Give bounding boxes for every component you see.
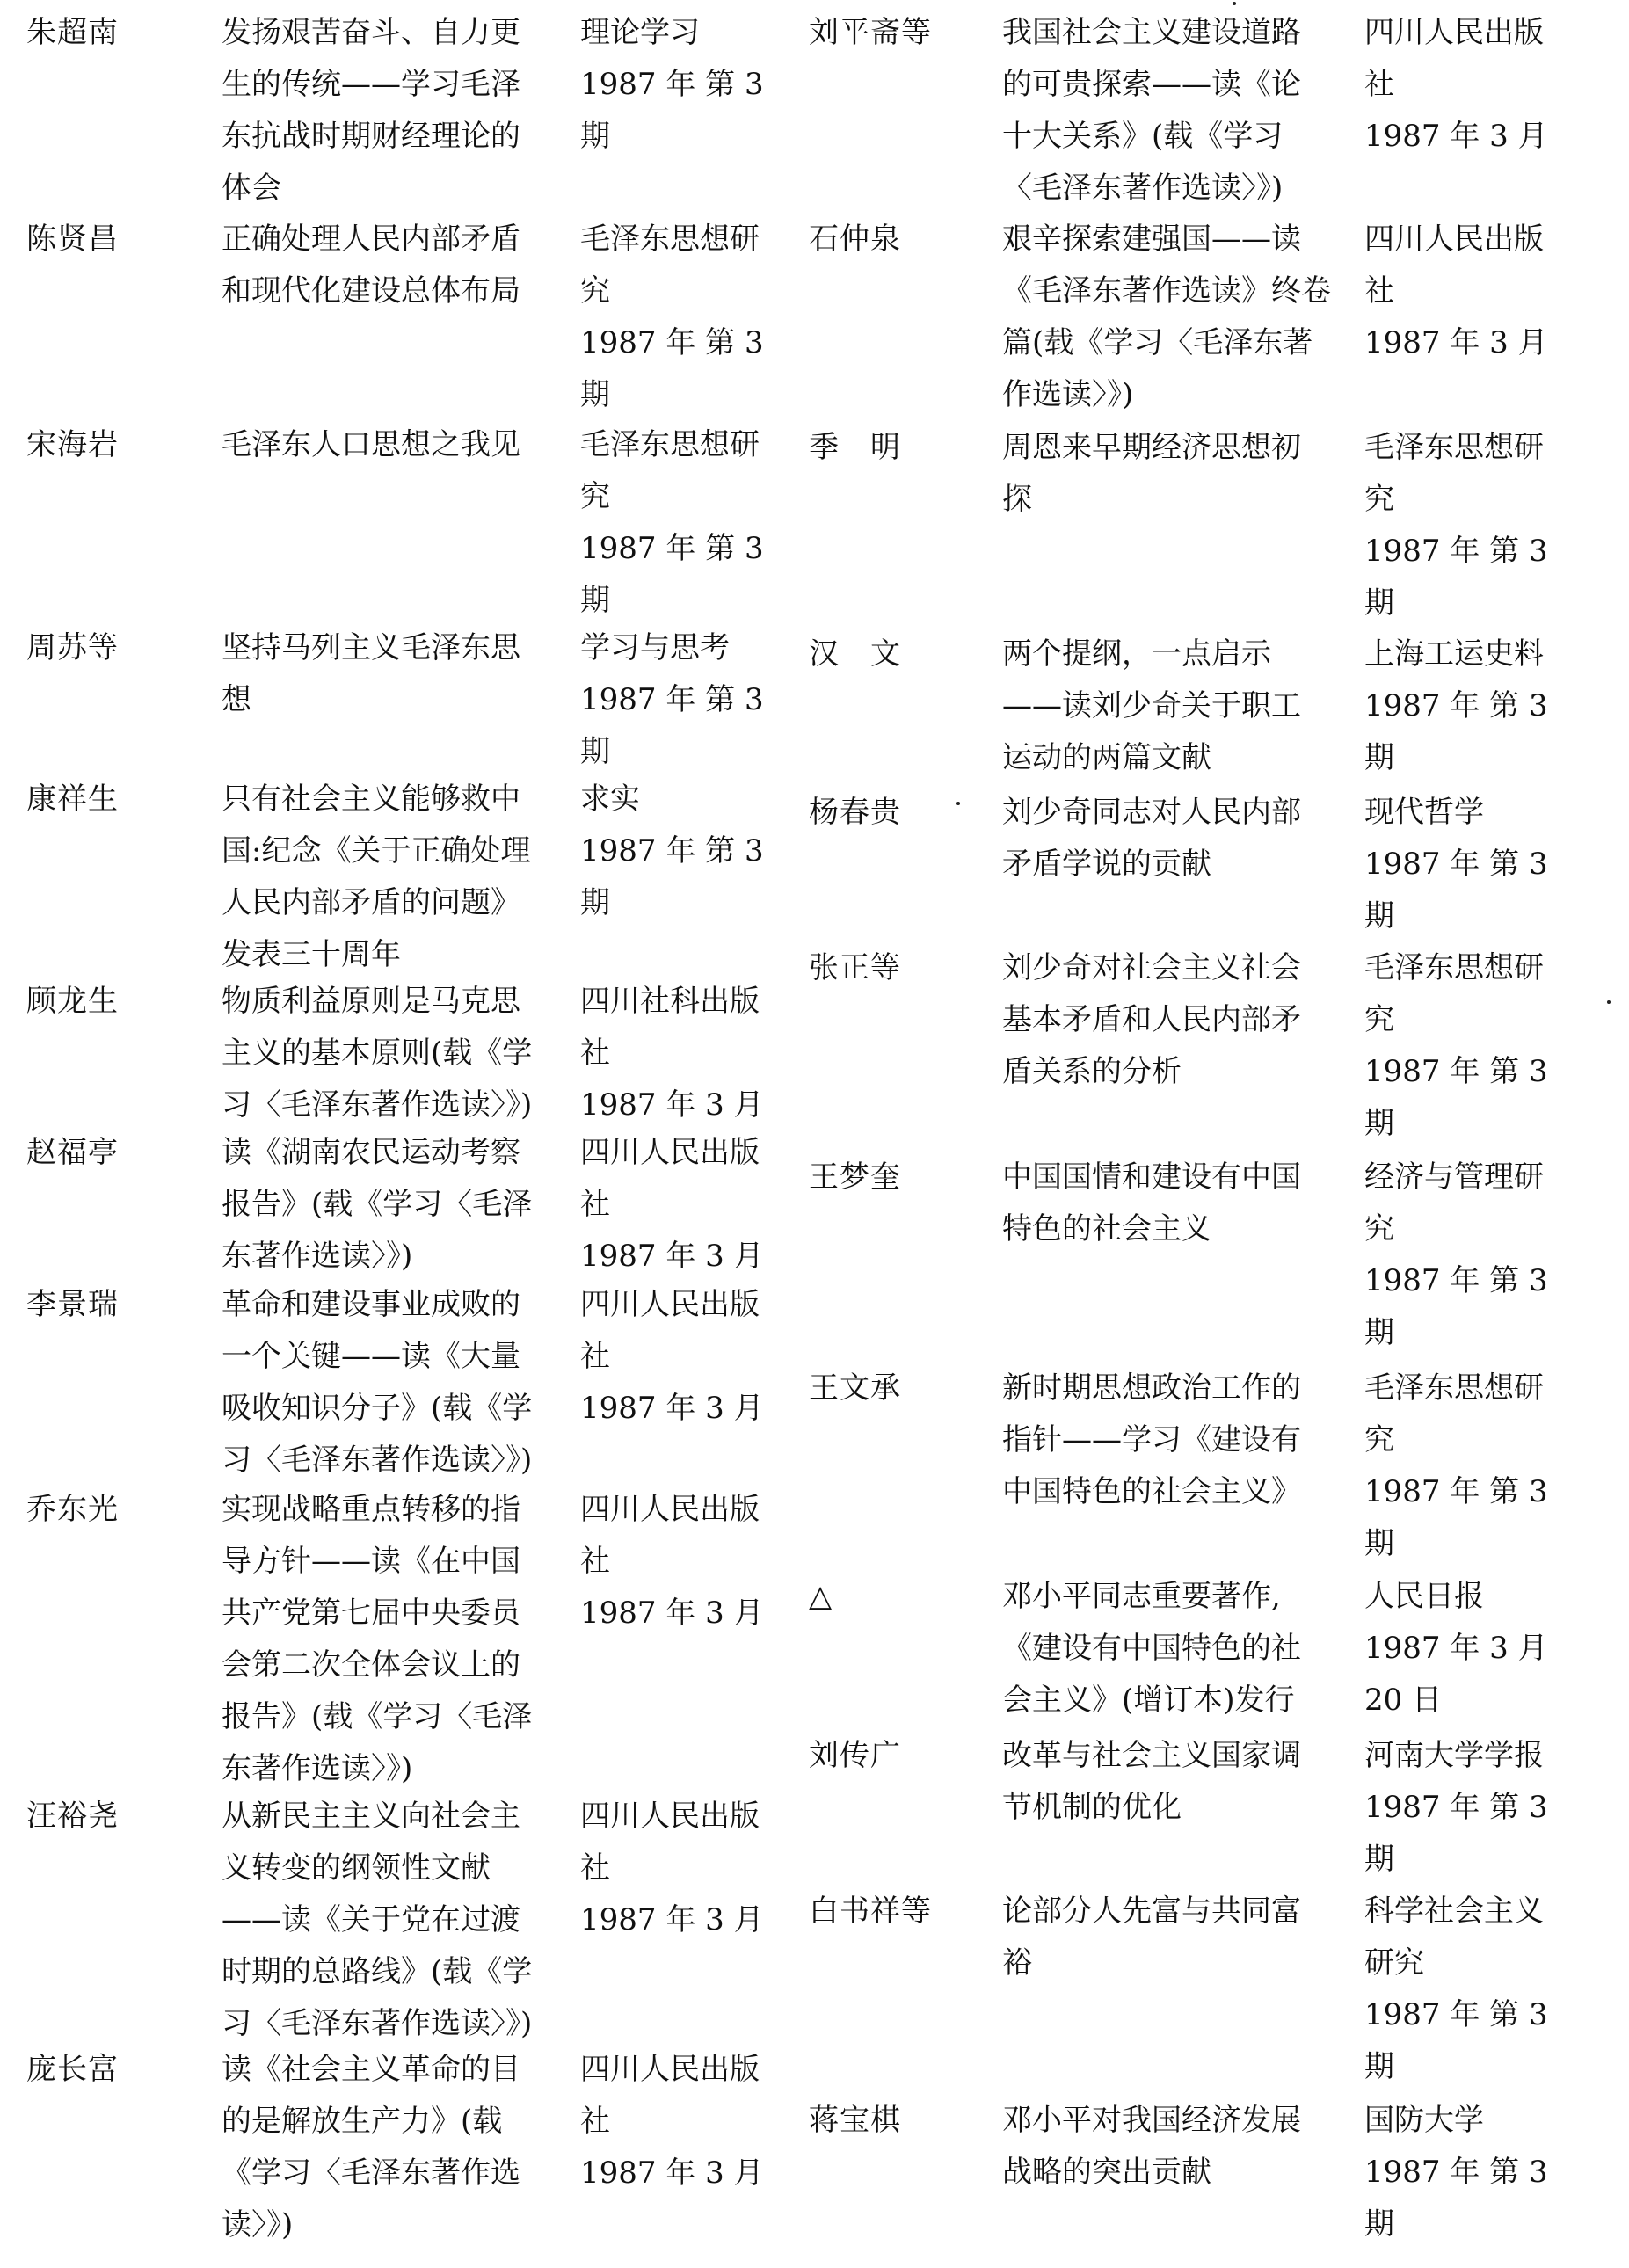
- entry-source: 国防大学 1987 年 第 3 期: [1364, 2103, 1548, 2242]
- entry-source: 毛泽东思想研 究 1987 年 第 3 期: [1364, 950, 1548, 1141]
- entry-title: 正确处理人民内部矛盾 和现代化建设总体布局: [222, 222, 520, 309]
- entry-title: 革命和建设事业成败的 一个关键——读《大量 吸收知识分子》(载《学 习〈毛泽东著作选读〉》): [222, 1287, 533, 1478]
- entry-source: 人民日报 1987 年 3 月 20 日: [1364, 1579, 1548, 1718]
- entry-title: 读《湖南农民运动考察 报告》(载《学习〈毛泽 东著作选读〉》): [222, 1135, 533, 1274]
- entry-title: 从新民主主义向社会主 义转变的纲领性文献 ——读《关于党在过渡 时期的总路线》(载《学 习〈毛泽东著作选读〉》): [222, 1799, 533, 2041]
- entry-source: 毛泽东思想研 究 1987 年 第 3 期: [580, 222, 764, 412]
- entry-author: 庞长富: [26, 2052, 119, 2087]
- entry-author: 宋海岩: [26, 427, 119, 462]
- entry-author: 刘传广: [809, 1738, 901, 1773]
- entry-author: 蒋宝棋: [809, 2103, 901, 2138]
- entry-title: 邓小平同志重要著作, 《建设有中国特色的社 会主义》(增订本)发行: [1002, 1579, 1301, 1718]
- scan-speck: [1607, 1000, 1611, 1004]
- entry-source: 毛泽东思想研 究 1987 年 第 3 期: [1364, 1370, 1548, 1561]
- entry-author: 朱超南: [26, 15, 119, 50]
- entry-source: 毛泽东思想研 究 1987 年 第 3 期: [1364, 430, 1548, 621]
- entry-source: 上海工运史料 1987 年 第 3 期: [1364, 636, 1548, 775]
- entry-source: 四川人民出版 社 1987 年 3 月: [580, 2052, 764, 2191]
- entry-author: 汉 文: [809, 636, 901, 672]
- entry-title: 物质利益原则是马克思 主义的基本原则(载《学 习〈毛泽东著作选读〉》): [222, 984, 533, 1123]
- entry-source: 河南大学学报 1987 年 第 3 期: [1364, 1738, 1548, 1877]
- entry-title: 实现战略重点转移的指 导方针——读《在中国 共产党第七届中央委员 会第二次全体会议上的 报告》(载《学习〈毛泽 东著作选读〉》): [222, 1492, 533, 1786]
- entry-author: 白书祥等: [809, 1894, 932, 1929]
- entry-title: 发扬艰苦奋斗、自力更 生的传统——学习毛泽 东抗战时期财经理论的 体会: [222, 15, 520, 206]
- entry-author: 赵福亭: [26, 1135, 119, 1170]
- entry-title: 艰辛探索建强国——读 《毛泽东著作选读》终卷 篇(载《学习〈毛泽东著 作选读〉》): [1002, 222, 1331, 412]
- entry-author: 陈贤昌: [26, 222, 119, 257]
- entry-author: 刘平斋等: [809, 15, 932, 50]
- entry-source: 四川人民出版 社 1987 年 3 月: [580, 1135, 764, 1274]
- right-column: [791, 0, 1629, 2268]
- entry-title: 改革与社会主义国家调 节机制的优化: [1002, 1738, 1301, 1825]
- entry-author: 王梦奎: [809, 1159, 901, 1195]
- entry-title: 刘少奇同志对人民内部 矛盾学说的贡献: [1002, 795, 1301, 882]
- entry-source: 四川人民出版 社 1987 年 3 月: [580, 1287, 764, 1426]
- entry-title: 新时期思想政治工作的 指针——学习《建设有 中国特色的社会主义》: [1002, 1370, 1301, 1509]
- entry-source: 四川人民出版 社 1987 年 3 月: [1364, 15, 1548, 154]
- entry-title: 周恩来早期经济思想初 探: [1002, 430, 1301, 517]
- entry-author: 李景瑞: [26, 1287, 119, 1322]
- entry-source: 经济与管理研 究 1987 年 第 3 期: [1364, 1159, 1548, 1350]
- scan-speck: [956, 802, 960, 805]
- entry-title: 两个提纲，一点启示 ——读刘少奇关于职工 运动的两篇文献: [1002, 636, 1301, 775]
- entry-title: 毛泽东人口思想之我见: [222, 427, 520, 462]
- entry-source: 学习与思考 1987 年 第 3 期: [580, 630, 764, 769]
- entry-author: 汪裕尧: [26, 1799, 119, 1834]
- entry-title: 邓小平对我国经济发展 战略的突出贡献: [1002, 2103, 1301, 2190]
- entry-title: 读《社会主义革命的目 的是解放生产力》(载 《学习〈毛泽东著作选 读〉》): [222, 2052, 520, 2243]
- entry-title: 坚持马列主义毛泽东思 想: [222, 630, 520, 717]
- entry-author: △: [809, 1579, 833, 1614]
- entry-source: 四川人民出版 社 1987 年 3 月: [1364, 222, 1548, 360]
- entry-author: 周苏等: [26, 630, 119, 665]
- entry-title: 我国社会主义建设道路 的可贵探索——读《论 十大关系》(载《学习 〈毛泽东著作选读〉》): [1002, 15, 1301, 206]
- entry-author: 乔东光: [26, 1492, 119, 1527]
- entry-title: 论部分人先富与共同富 裕: [1002, 1894, 1301, 1981]
- scan-speck: [1233, 2, 1236, 5]
- entry-source: 现代哲学 1987 年 第 3 期: [1364, 795, 1548, 934]
- entry-author: 张正等: [809, 950, 901, 985]
- entry-author: 康祥生: [26, 781, 119, 817]
- entry-source: 理论学习 1987 年 第 3 期: [580, 15, 764, 154]
- entry-source: 科学社会主义 研究 1987 年 第 3 期: [1364, 1894, 1548, 2084]
- entry-title: 刘少奇对社会主义社会 基本矛盾和人民内部矛 盾关系的分析: [1002, 950, 1301, 1089]
- entry-author: 石仲泉: [809, 222, 901, 257]
- entry-title: 只有社会主义能够救中 国:纪念《关于正确处理 人民内部矛盾的问题》 发表三十周年: [222, 781, 531, 972]
- entry-source: 毛泽东思想研 究 1987 年 第 3 期: [580, 427, 764, 618]
- entry-author: 季 明: [809, 430, 901, 465]
- entry-source: 四川人民出版 社 1987 年 3 月: [580, 1492, 764, 1631]
- entry-author: 顾龙生: [26, 984, 119, 1019]
- entry-source: 四川社科出版 社 1987 年 3 月: [580, 984, 764, 1123]
- entry-source: 求实 1987 年 第 3 期: [580, 781, 764, 920]
- entry-author: 杨春贵: [809, 795, 901, 830]
- entry-author: 王文承: [809, 1370, 901, 1406]
- entry-source: 四川人民出版 社 1987 年 3 月: [580, 1799, 764, 1937]
- entry-title: 中国国情和建设有中国 特色的社会主义: [1002, 1159, 1301, 1247]
- left-column: [0, 0, 791, 2268]
